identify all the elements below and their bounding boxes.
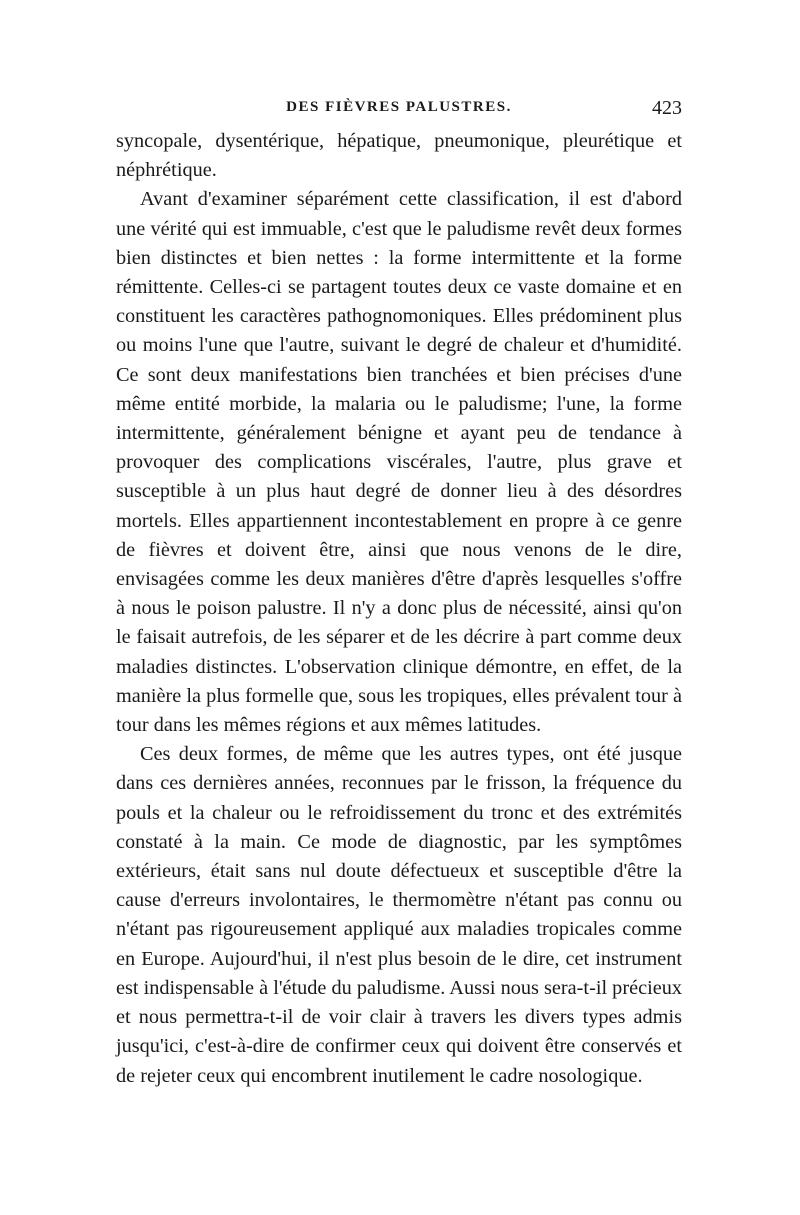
paragraph-classification: Avant d'examiner séparément cette classification, il est d'abord une vérité qui est immuable, c'est que le paludisme revêt deux formes bien distinctes et bien nettes : la forme intermittente et la forme rémittente. Celles-ci se partagent toutes deux ce vaste domaine et en constituent les caractères pathognomoniques. Elles prédominent plus ou moins l'une que l'autre, suivant le degré de chaleur et d'humidité. Ce sont deux manifestations bien tranchées et bien précises d'une même entité morbide, la malaria ou le paludisme; l'une, la forme intermittente, généralement bénigne et ayant peu de tendance à provoquer des complications viscérales, l'autre, plus grave et susceptible à un plus haut degré de donner lieu à des désordres mortels. Elles appartiennent incontestablement en propre à ce genre de fièvres et doivent être, ainsi que nous venons de le dire, envisagées comme les deux manières d'être d'après lesquelles s'offre à nous le poison palustre. Il n'y a donc plus de nécessité, ainsi qu'on le faisait autrefois, de les séparer et de les décrire à part comme deux maladies distinctes. L'observation clinique démontre, en effet, de la manière la plus formelle que, sous les tropiques, elles prévalent tour à tour dans les mêmes régions et aux mêmes latitudes. xyxy=(116,188,683,737)
paragraph-diagnosis: Ces deux formes, de même que les autres types, ont été jusque dans ces dernières années, reconnues par le frisson, la fréquence du pouls et la chaleur ou le refroidissement du tronc et des extrémités constaté à la main. Ce mode de diagnostic, par les symptômes extérieurs, était sans nul doute défectueux et susceptible d'être la cause d'erreurs involontaires, le thermomètre n'étant pas connu ou n'étant pas rigoureusement appliqué aux maladies tropicales comme en Europe. Aujourd'hui, il n'est plus besoin de le dire, cet instrument est indispensable à l'étude du paludisme. Aussi nous sera-t-il précieux et nous permettra-t-il de voir clair à travers les divers types admis jusqu'ici, c'est-à-dire de confirmer ceux qui doivent être conservés et de rejeter ceux qui encombrent inutilement le cadre nosologique. xyxy=(116,743,682,1087)
running-title: DES FIÈVRES PALUSTRES. xyxy=(286,99,512,115)
paragraph-continued: syncopale, dysentérique, hépatique, pneumonique, pleurétique et néphrétique. xyxy=(116,130,682,182)
page-header xyxy=(116,97,682,123)
page-number: 423 xyxy=(652,97,682,119)
body-text xyxy=(116,127,682,1091)
